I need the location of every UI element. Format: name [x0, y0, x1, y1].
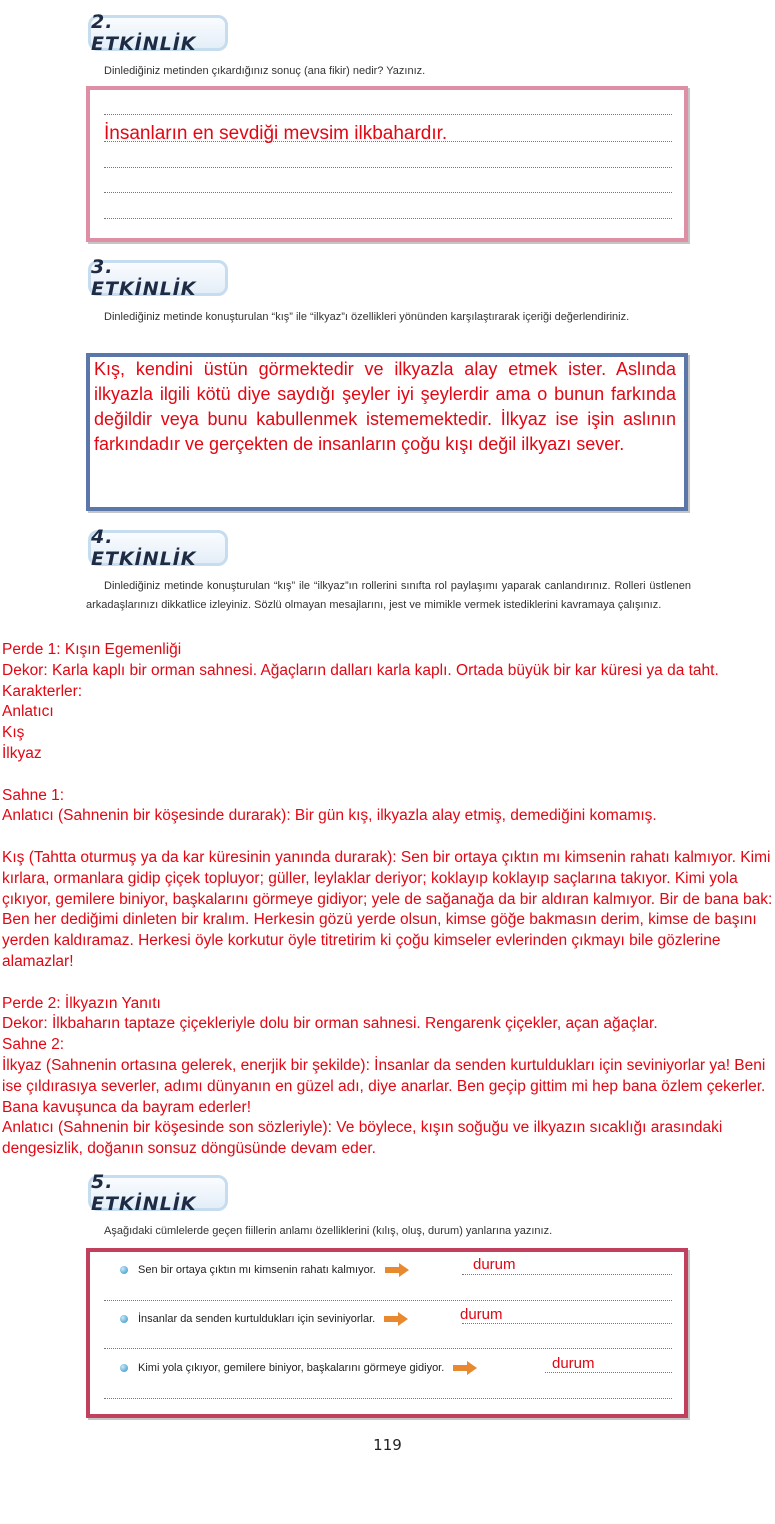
item-answer: durum — [460, 1306, 503, 1323]
answer-line — [545, 1372, 672, 1373]
activity-3-answer: Kış, kendini üstün görmektedir ve ilkyazla alay etmek ister. Aslında ilkyazla ilgili kötü diye saydığı şeyler iyi şeylerdir ama o bunun farkında değildir veya bunu kabullenmek istememektedir. İlkyaz ise işin aslının farkındadır ve gerçekten de insanların çoğu kışı değil ilkyazı sever. — [94, 359, 676, 454]
page-number: 119 — [373, 1436, 402, 1454]
scene-1-narrator-line: Anlatıcı (Sahnenin bir köşesinde durarak): Bir gün kış, ilkyazla alay etmiş, demediğini komamış. — [2, 807, 657, 825]
item-sentence: Sen bir ortaya çıktın mı kimsenin rahatı kalmıyor. — [138, 1264, 376, 1276]
answer-line — [104, 114, 672, 115]
orange-arrow-icon — [383, 1312, 409, 1326]
activity-4-title: 4. ETKİNLİK — [88, 530, 228, 566]
bullet-icon — [120, 1315, 128, 1323]
answer-line — [104, 1348, 672, 1349]
character-winter: Kış — [2, 724, 25, 742]
answer-line — [104, 218, 672, 219]
item-answer: durum — [473, 1256, 516, 1273]
activity-5-instruction: Aşağıdaki cümlelerde geçen fiillerin anlamı özelliklerini (kılış, oluş, durum) yanlarına yazınız. — [104, 1225, 553, 1237]
activity-3-instruction: Dinlediğiniz metinde konuşturulan “kış” ile “ilkyaz”ı özellikleri yönünden karşılaştırarak içeriği değerlendiriniz. — [104, 311, 630, 323]
character-spring: İlkyaz — [2, 744, 42, 762]
orange-arrow-icon — [384, 1263, 410, 1277]
activity-4-instruction: Dinlediğiniz metinde konuşturulan “kış” ile “ilkyaz”ın rollerini sınıfta rol paylaşımı yaparak canlandırınız. Rolleri üstlenen arkadaşlarınızı dikkatlice izleyiniz. Sözlü olmayan mesajlarını, jest ve mimikle vermek istediklerini kavramaya çalışınız. — [86, 580, 691, 611]
bullet-icon — [120, 1364, 128, 1372]
activity-2-instruction: Dinlediğiniz metinden çıkardığınız sonuç (ana fikir) nedir? Yazınız. — [104, 65, 426, 77]
activity-5-title: 5. ETKİNLİK — [88, 1175, 228, 1211]
scene-2-title: Sahne 2: — [2, 1036, 65, 1054]
play-script — [2, 640, 773, 1160]
list-item — [120, 1358, 478, 1378]
perde-2-title: Perde 2: İlkyazın Yanıtı — [2, 994, 161, 1012]
character-narrator: Anlatıcı — [2, 703, 54, 721]
answer-line — [104, 167, 672, 168]
orange-arrow-icon — [452, 1361, 478, 1375]
perde-1-title: Perde 1: Kışın Egemenliği — [2, 641, 182, 658]
perde-2-dekor: Dekor: İlkbaharın taptaze çiçekleriyle dolu bir orman sahnesi. Rengarenk çiçekler, açan ağaçlar. — [2, 1015, 658, 1033]
activity-2-title: 2. ETKİNLİK — [88, 15, 228, 51]
item-answer: durum — [552, 1355, 595, 1372]
answer-line — [104, 1300, 672, 1301]
scene-2-spring-line: İlkyaz (Sahnenin ortasına gelerek, enerjik bir şekilde): İnsanlar da senden kurtuldukları için seviniyorlar ya! Beni ise çıldırasıya severler, adımı dünyanın en güzel adı, diye anarlar. Ben geçip gittim mi hep bana özlem çekerler. Bana kavuşunca da bayram ederler! — [2, 1056, 766, 1116]
item-sentence: İnsanlar da senden kurtuldukları için seviniyorlar. — [138, 1313, 376, 1325]
answer-line — [104, 192, 672, 193]
scene-1-title: Sahne 1: — [2, 786, 65, 804]
activity-2-answer: İnsanların en sevdiği mevsim ilkbahardır. — [104, 123, 448, 144]
perde-1-dekor: Dekor: Karla kaplı bir orman sahnesi. Ağaçların dalları karla kaplı. Ortada büyük bir kar küresi ya da taht. — [2, 661, 719, 679]
scene-1-winter-line: Kış (Tahtta oturmuş ya da kar küresinin yanında durarak): Sen bir ortaya çıktın mı kimsenin rahatı kalmıyor. Kimi kırlara, ormanlara gidip çiçek topluyor; güller, leylaklar deriyor; koklayıp koklayıp saçlarına takıyor. Kimi yola çıkıyor, gemilere biniyor, başkalarını görmeye gidiyor; yele de sağanağa da bir aldıran kalmıyor. Bir de bana bak: Ben her dediğimi dinleten bir kralım. Herkesin gözü yerde olsun, kimse göğe bakmasın derim, kimse de başını yerden kaldıramaz. Herkesi öyle korkutur öyle titretirim ki çoğu kimseler evlerinden çıkmayı bile gözlerine alamazlar! — [2, 848, 773, 970]
answer-line — [104, 1398, 672, 1399]
list-item — [120, 1260, 410, 1280]
list-item — [120, 1309, 409, 1329]
answer-line — [462, 1274, 672, 1275]
bullet-icon — [120, 1266, 128, 1274]
activity-3-title: 3. ETKİNLİK — [88, 260, 228, 296]
scene-2-narrator-line: Anlatıcı (Sahnenin bir köşesinde son sözleriyle): Ve böylece, kışın soğuğu ve ilkyazın sıcaklığı arasındaki dengesizlik, doğanın sonsuz döngüsünde devam eder. — [2, 1119, 723, 1158]
answer-line — [462, 1323, 672, 1324]
item-sentence: Kimi yola çıkıyor, gemilere biniyor, başkalarını görmeye gidiyor. — [138, 1362, 445, 1374]
characters-title: Karakterler: — [2, 682, 83, 700]
